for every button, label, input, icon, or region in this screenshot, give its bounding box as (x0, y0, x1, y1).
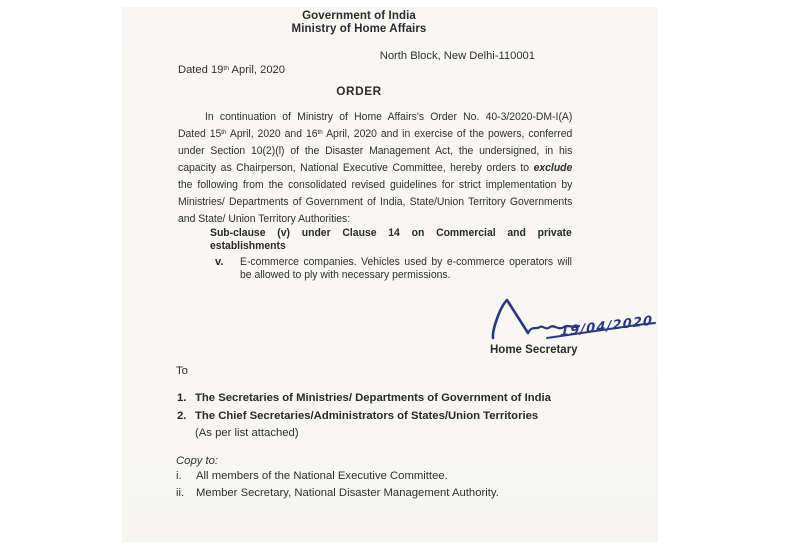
attachment-note: (As per list attached) (195, 427, 299, 439)
subclause-heading (210, 227, 572, 252)
to-item-2 (177, 410, 538, 422)
copy-item-1 (176, 470, 448, 482)
text-segment: April, 2020 and in exercise of the powers, conferred (322, 128, 573, 140)
text-segment: th (221, 129, 227, 137)
home-secretary-label: Home Secretary (490, 344, 578, 356)
signature-handwritten-date: 19/04/2020 (559, 313, 654, 341)
to-item-2-marker: 2. (177, 410, 187, 422)
text-line (178, 126, 572, 143)
date-line (178, 63, 535, 77)
ecommerce-item-text (240, 256, 572, 282)
text-segment: In continuation of Ministry of Home Affairs's Order No. 40-3/2020-DM-I(A) (204, 111, 573, 123)
text-segment: under Section 10(2)(l) of the Disaster Management Act, the undersigned, in his (178, 145, 573, 157)
text-line (240, 269, 572, 282)
text-segment: Sub-clause (v) under Clause 14 on Commercial and private (210, 227, 572, 239)
text-segment: the following from the consolidated revised guidelines for strict implementation by (178, 179, 573, 191)
order-body-paragraph (178, 109, 572, 228)
letterhead-org: Government of India (302, 10, 416, 22)
text-segment: April, 2020 (229, 64, 285, 76)
text-line (178, 143, 572, 160)
order-heading: ORDER (336, 84, 382, 98)
text-line (178, 177, 572, 194)
to-label: To (176, 365, 188, 377)
to-item-1-marker: 1. (177, 392, 187, 404)
ecommerce-item-marker: v. (215, 256, 224, 268)
text-segment: April, 2020 and 16 (226, 128, 318, 140)
to-item-1-text: The Secretaries of Ministries/ Departments of Government of India (195, 392, 551, 404)
text-segment: Ministries/ Departments of Government of India, State/Union Territory Governments (178, 196, 573, 208)
dateline (178, 49, 535, 77)
text-segment: exclude (533, 162, 573, 174)
address-line: North Block, New Delhi-110001 (379, 50, 535, 62)
text-segment: E-commerce companies. Vehicles used by e-commerce operators will (240, 256, 573, 268)
text-segment: and State/ Union Territory Authorities: (178, 213, 351, 225)
text-segment: capacity as Chairperson, National Executive Committee, hereby orders to (178, 162, 534, 174)
text-line (178, 63, 535, 77)
document-page (122, 7, 658, 542)
text-segment: th (223, 65, 230, 73)
text-line (178, 109, 572, 126)
copy-item-1-marker: i. (176, 470, 182, 482)
text-segment: Dated 15 (178, 128, 222, 140)
text-line (178, 194, 572, 211)
text-line (178, 160, 572, 177)
text-segment: th (317, 129, 323, 137)
to-item-2-text: The Chief Secretaries/Administrators of States/Union Territories (195, 410, 539, 422)
copy-item-1-text: All members of the National Executive Committee. (196, 470, 448, 482)
text-line (210, 240, 572, 253)
to-item-1 (177, 392, 551, 404)
text-line (178, 211, 572, 228)
copy-item-2-marker: ii. (176, 487, 185, 499)
letterhead-dept: Ministry of Home Affairs (291, 22, 427, 35)
text-segment: be allowed to ply with necessary permissions. (240, 268, 451, 281)
copy-item-2-text: Member Secretary, National Disaster Management Authority. (196, 487, 499, 499)
copy-item-2 (176, 487, 499, 499)
copy-to-label: Copy to: (176, 455, 219, 467)
text-line (240, 256, 572, 269)
letterhead (162, 11, 556, 36)
text-line (210, 227, 572, 240)
text-segment: Dated 19 (178, 64, 224, 76)
text-segment: establishments (210, 239, 286, 252)
